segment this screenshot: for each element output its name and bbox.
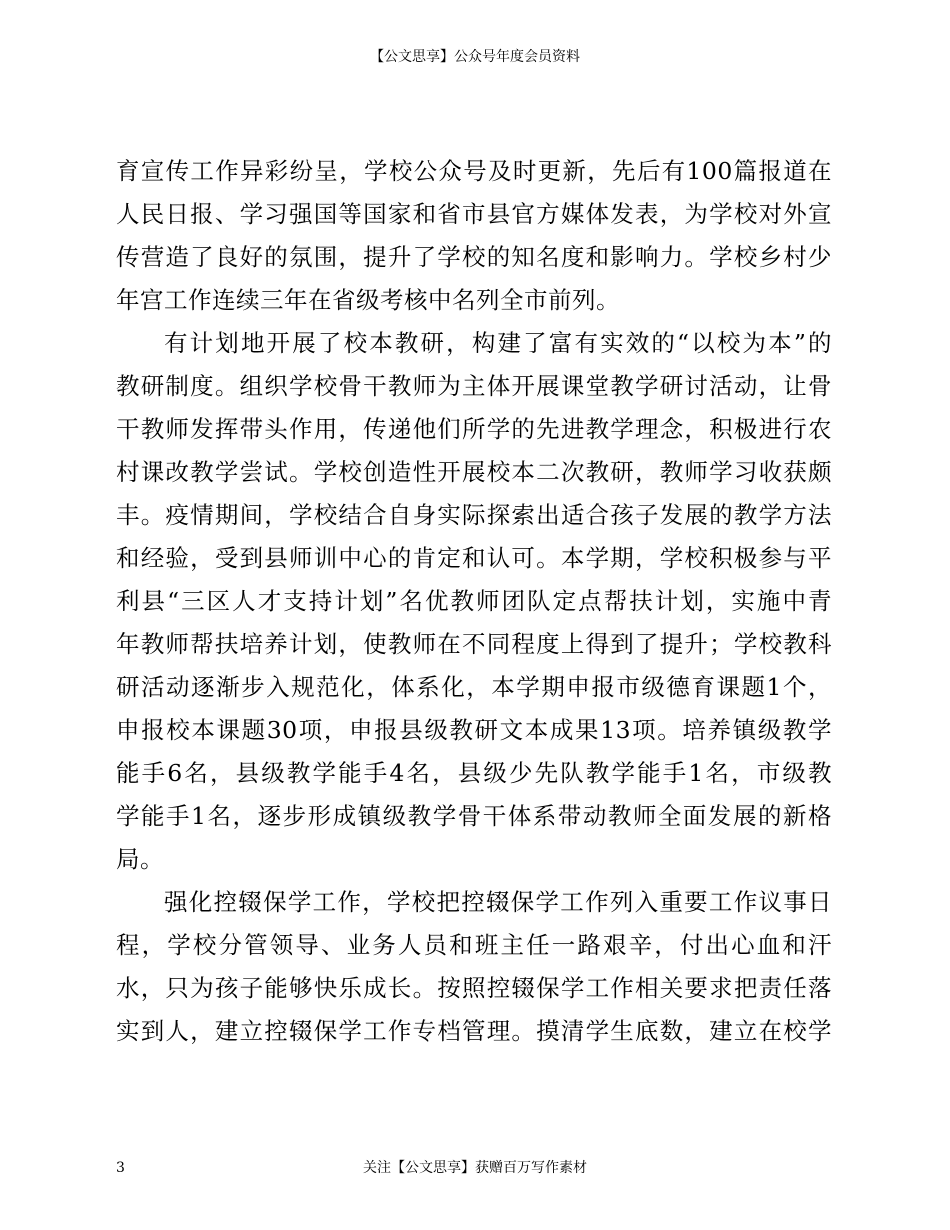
body-line: 能手6名，县级教学能手4名，县级少先队教学能手1名，市级教 xyxy=(116,759,832,787)
body-line: 程，学校分管领导、业务人员和班主任一路艰辛，付出心血和汗 xyxy=(116,931,832,959)
body-line: 局。 xyxy=(116,845,164,873)
body-line: 人民日报、学习强国等国家和省市县官方媒体发表，为学校对外宣 xyxy=(116,200,832,228)
body-line: 年宫工作连续三年在省级考核中名列全市前列。 xyxy=(116,286,620,314)
document-body xyxy=(116,150,832,1053)
body-line: 有计划地开展了校本教研，构建了富有实效的“以校为本”的 xyxy=(164,329,832,357)
body-line: 强化控辍保学工作，学校把控辍保学工作列入重要工作议事日 xyxy=(164,888,832,916)
body-line: 干教师发挥带头作用，传递他们所学的先进教学理念，积极进行农 xyxy=(116,415,832,443)
body-line: 实到人，建立控辍保学工作专档管理。摸清学生底数，建立在校学 xyxy=(116,1017,832,1045)
body-line: 申报校本课题30项，申报县级教研文本成果13项。培养镇级教学 xyxy=(116,716,832,744)
body-line: 丰。疫情期间，学校结合自身实际探索出适合孩子发展的教学方法 xyxy=(116,501,832,529)
page-number: 3 xyxy=(116,1160,125,1176)
body-line: 村课改教学尝试。学校创造性开展校本二次教研，教师学习收获颇 xyxy=(116,458,832,486)
page-header: 【公文思享】公众号年度会员资料 xyxy=(370,49,580,65)
body-line: 传营造了良好的氛围，提升了学校的知名度和影响力。学校乡村少 xyxy=(116,243,832,271)
body-line: 教研制度。组织学校骨干教师为主体开展课堂教学研讨活动，让骨 xyxy=(116,372,832,400)
page-footer: 关注【公文思享】获赠百万写作素材 xyxy=(363,1160,587,1176)
body-line: 利县“三区人才支持计划”名优教师团队定点帮扶计划，实施中青 xyxy=(116,587,832,615)
body-line: 育宣传工作异彩纷呈，学校公众号及时更新，先后有100篇报道在 xyxy=(116,157,832,185)
body-line: 和经验，受到县师训中心的肯定和认可。本学期，学校积极参与平 xyxy=(116,544,832,572)
body-line: 水，只为孩子能够快乐成长。按照控辍保学工作相关要求把责任落 xyxy=(116,974,832,1002)
body-line: 学能手1名，逐步形成镇级教学骨干体系带动教师全面发展的新格 xyxy=(116,802,832,830)
body-line: 年教师帮扶培养计划，使教师在不同程度上得到了提升；学校教科 xyxy=(116,630,832,658)
body-line: 研活动逐渐步入规范化，体系化，本学期申报市级德育课题1个， xyxy=(116,673,832,701)
